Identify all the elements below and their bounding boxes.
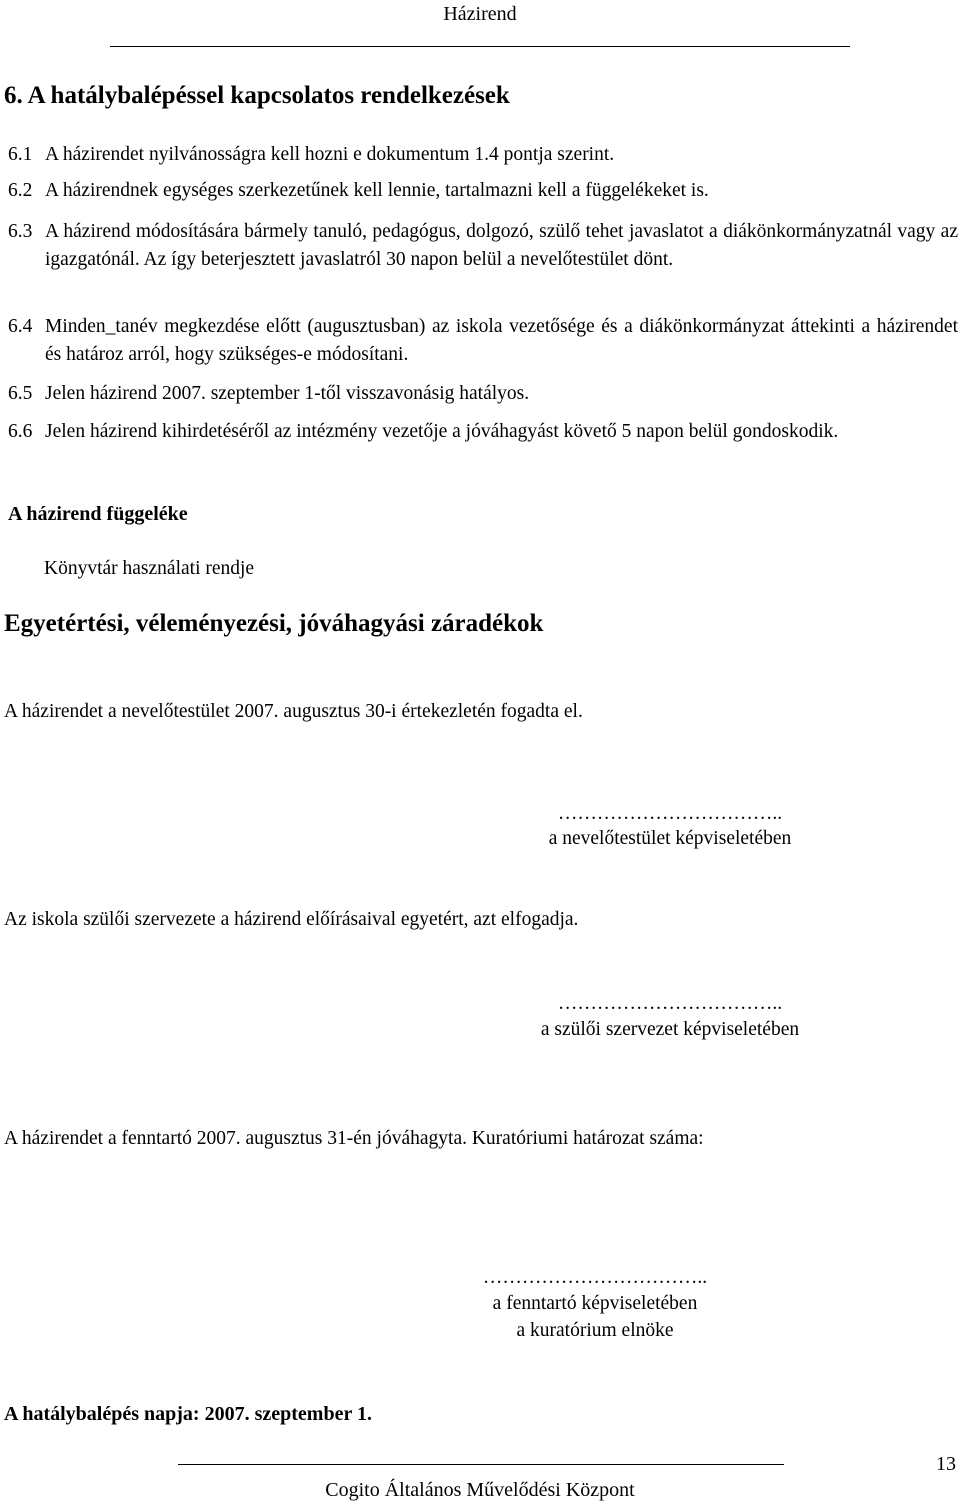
maintainer-signature-caption: a fenntartó képviseletében [492,1293,698,1314]
list-item [8,177,958,205]
list-item [8,380,958,408]
item-text: Jelen házirend 2007. szeptember 1-től visszavonásig hatályos. [45,383,530,404]
footer-institution: Cogito Általános Művelődési Központ [325,1479,635,1501]
page-number: 13 [936,1453,956,1475]
item-number: 6.2 [8,180,33,201]
item-number: 6.5 [8,383,33,404]
list-item [8,141,958,169]
list-item [8,218,958,274]
item-number: 6.6 [8,421,33,442]
section-heading: 6. A hatálybalépéssel kapcsolatos rendelkezések [4,82,510,109]
appendix-item: Könyvtár használati rendje [44,558,255,579]
maintainer-signature-title: a kuratórium elnöke [516,1320,674,1341]
list-item [8,418,958,446]
footer-divider [178,1464,784,1465]
item-text: Jelen házirend kihirdetéséről az intézmény vezetője a jóváhagyást követő 5 napon belül gondoskodik. [45,421,839,442]
parents-signature-line: …………………………….. [557,993,783,1014]
item-text: Minden_tanév megkezdése előtt (augusztusban) az iskola vezetősége és a diákönkormányzat áttekinti a házirendet és határoz arról, hogy szükséges-e módosítani. [45,316,958,365]
staff-signature-line: …………………………….. [557,803,783,824]
item-text: A házirendet nyilvánosságra kell hozni e dokumentum 1.4 pontja szerint. [45,144,615,165]
parents-statement: Az iskola szülői szervezete a házirend előírásaival egyetért, azt elfogadja. [4,909,579,930]
item-number: 6.3 [8,221,33,242]
maintainer-statement: A házirendet a fenntartó 2007. augusztus 31-én jóváhagyta. Kuratóriumi határozat száma: [4,1128,704,1149]
item-text: A házirend módosítására bármely tanuló, pedagógus, dolgozó, szülő tehet javaslatot a diákönkormányzatnál vagy az igazgatónál. Az így beterjesztett javaslatról 30 napon belül a nevelőtestület dönt. [45,221,958,270]
parents-signature-caption: a szülői szervezet képviseletében [540,1019,800,1040]
page-header-title: Házirend [443,3,517,25]
item-number: 6.1 [8,144,33,165]
appendix-heading: A házirend függeléke [8,503,188,525]
list-item [8,313,958,369]
header-divider [110,46,850,47]
staff-signature-caption: a nevelőtestület képviseletében [548,828,792,849]
clauses-heading: Egyetértési, véleményezési, jóváhagyási záradékok [4,610,544,637]
staff-statement: A házirendet a nevelőtestület 2007. augusztus 30-i értekezletén fogadta el. [4,701,583,722]
maintainer-signature-line: …………………………….. [482,1267,708,1288]
effective-date: A hatálybalépés napja: 2007. szeptember 1. [4,1403,372,1425]
item-text: A házirendnek egységes szerkezetűnek kell lennie, tartalmazni kell a függelékeket is. [45,180,709,201]
item-number: 6.4 [8,316,33,337]
